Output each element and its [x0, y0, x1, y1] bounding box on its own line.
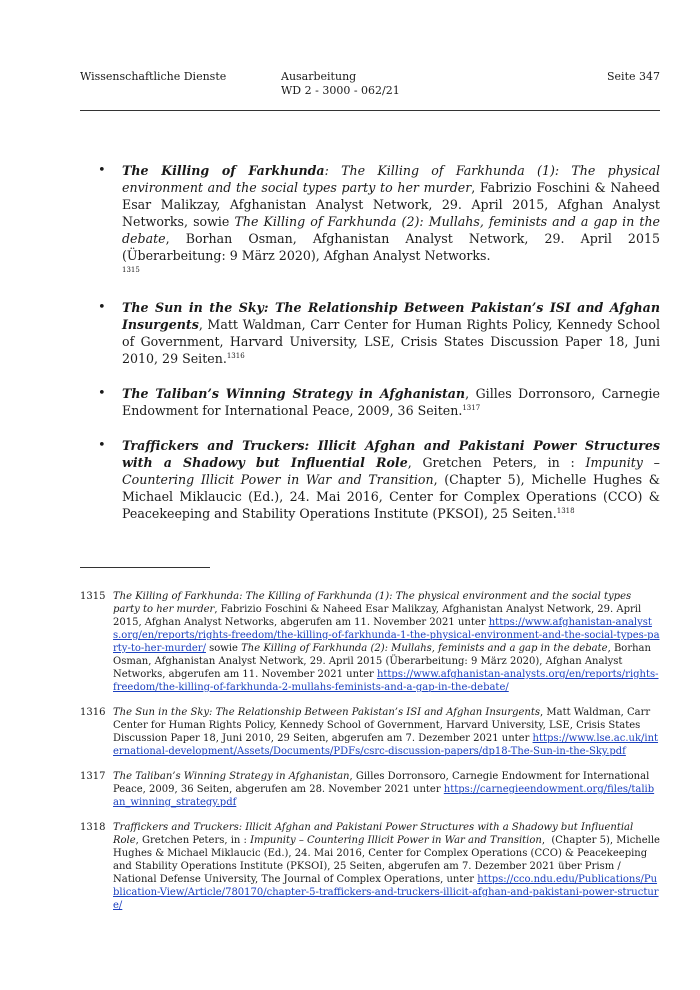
footnote-link[interactable]: https://www.afghanistan-analysts.org/en/reports/rights-freedom/the-killing-of-farkhunda-2-mullahs-feminists-and-a-gap-in-the-debate/ — [113, 669, 659, 693]
footnote-number: 1317 — [80, 771, 106, 782]
footnote-text: , Borhan Osman, Afghanistan Analyst Network, 29. April 2015 (Überarbeitung: 9 März 2020), Afghan Analyst Networks, abgerufen am 11. November 2021 unter — [113, 643, 651, 680]
footnote-link[interactable]: https://carnegieendowment.org/files/taliban_winning_strategy.pdf — [113, 784, 655, 808]
footnote — [80, 770, 660, 809]
header-divider — [80, 110, 660, 111]
header-institution: Wissenschaftliche Dienste — [80, 70, 227, 83]
footnote-ref[interactable]: 1318 — [556, 506, 575, 515]
item-title: The Taliban’s Winning Strategy in Afghanistan — [122, 386, 466, 401]
footnote-text: , Gretchen Peters, in : — [135, 835, 251, 846]
footnote-title: The Sun in the Sky: The Relationship Between Pakistan’s ISI and Afghan Insurgents — [113, 707, 541, 718]
item-text: , Matt Waldman, Carr Center for Human Rights Policy, Kennedy School of Government, Harvard University, LSE, Crisis States Discussion Paper 18, Juni 2010, 29 Seiten. — [122, 317, 660, 366]
footnote-number: 1315 — [80, 591, 106, 602]
bibliography-list — [95, 162, 660, 540]
header-doc-info — [281, 70, 400, 98]
item-title: The Sun in the Sky: The Relationship Between Pakistan’s ISI and Afghan Insurgents — [122, 300, 660, 332]
bullet-icon: • — [98, 386, 106, 401]
header-doc-type: Ausarbeitung — [281, 70, 357, 83]
footnote-number: 1318 — [80, 822, 106, 833]
footnote-ref[interactable]: 1316 — [226, 351, 245, 360]
footnote-text: , Matt Waldman, Carr Center for Human Rights Policy, Kennedy School of Government, Harvard University, LSE, Crisis States Discussion Paper 18, Juni 2010, 29 Seiten, abgerufen am 7. Dezember 2021 unter — [113, 707, 651, 744]
footnote-link[interactable]: https://www.lse.ac.uk/international-development/Assets/Documents/PDFs/csrc-discussion-papers/dp18-The-Sun-in-the-Sky.pdf — [113, 733, 659, 757]
bullet-icon: • — [98, 300, 106, 315]
item-text: , Fabrizio Foschini & Naheed Esar Malikzay, Afghanistan Analyst Network, 29. April 2015, Afghan Analyst Networks, sowie — [122, 180, 660, 229]
item-title: Traffickers and Truckers: Illicit Afghan and Pakistani Power Structures with a Shadowy but Influential Role — [122, 438, 660, 470]
list-item — [95, 299, 660, 367]
footnote — [80, 590, 660, 694]
footnote-divider — [80, 567, 210, 568]
footnote-text: sowie — [205, 643, 242, 654]
footnote-title: The Killing of Farkhunda (2): Mullahs, feminists and a gap in the debate — [241, 643, 608, 654]
footnote-number: 1316 — [80, 707, 106, 718]
footnote-ref[interactable]: 1315 — [122, 265, 140, 274]
footnote — [80, 706, 660, 758]
header-doc-number: WD 2 - 3000 - 062/21 — [281, 84, 400, 97]
item-subtitle: : The Killing of Farkhunda (1): The physical environment and the social types party to her murder — [122, 163, 660, 195]
item-title: The Killing of Farkhunda — [122, 163, 325, 178]
header-page-number: Seite 347 — [607, 70, 660, 83]
footnote-link[interactable]: https://cco.ndu.edu/Publications/Publication-View/Article/780170/chapter-5-traffickers-and-truckers-illicit-afghan-and-pakistani-power-structure/ — [113, 874, 659, 911]
page-header — [80, 70, 660, 110]
list-item — [95, 162, 660, 281]
item-text: , Gretchen Peters, in : — [407, 455, 586, 470]
item-text: , Borhan Osman, Afghanistan Analyst Network, 29. April 2015 (Überarbeitung: 9 März 2020), Afghan Analyst Networks. — [122, 231, 660, 263]
footnote-ref[interactable]: 1317 — [462, 403, 481, 412]
footnote-link[interactable]: https://www.afghanistan-analysts.org/en/reports/rights-freedom/the-killing-of-farkhunda-1-the-physical-environment-and-the-social-types-party-to-her-murder/ — [113, 617, 660, 654]
footnote-title: Traffickers and Truckers: Illicit Afghan and Pakistani Power Structures with a Shadowy but Influential Role — [113, 822, 634, 846]
bullet-icon: • — [98, 438, 106, 453]
item-text: , (Chapter 5), Michelle Hughes & Michael Miklaucic (Ed.), 24. Mai 2016, Center for Complex Operations (CCO) & Peacekeeping and Stability Operations Institute (PKSOI), 25 Seiten. — [122, 472, 661, 521]
footnote-text: , Gilles Dorronsoro, Carnegie Endowment for International Peace, 2009, 36 Seiten, abgerufen am 28. November 2021 unter — [113, 771, 650, 795]
footnote-title: The Taliban’s Winning Strategy in Afghanistan — [113, 771, 350, 782]
item-text: , Gilles Dorronsoro, Carnegie Endowment for International Peace, 2009, 36 Seiten. — [122, 386, 661, 418]
footnote-title: Impunity – Countering Illicit Power in War and Transition — [250, 835, 542, 846]
footnote-title: The Killing of Farkhunda: The Killing of Farkhunda (1): The physical environment and the social types party to her murder — [113, 591, 632, 615]
footnote — [80, 821, 664, 912]
bullet-icon: • — [98, 163, 106, 178]
item-subtitle: The Killing of Farkhunda (2): Mullahs, feminists and a gap in the debate — [122, 214, 661, 246]
footnotes — [80, 590, 664, 924]
footnote-text: , Fabrizio Foschini & Naheed Esar Malikzay, Afghanistan Analyst Network, 29. April 2015, Afghan Analyst Networks, abgerufen am 11. November 2021 unter — [113, 604, 642, 628]
item-subtitle: Impunity – Countering Illicit Power in War and Transition — [122, 455, 660, 487]
footnote-text: , (Chapter 5), Michelle Hughes & Michael Miklaucic (Ed.), 24. Mai 2016, Center for Complex Operations (CCO) & Peacekeeping and Stability Operations Institute (PKSOI), 25 Seiten, abgerufen am 7. Dezember 2021 über Prism / National Defense University, The Journal of Complex Operations, unter — [113, 835, 664, 885]
list-item — [95, 385, 660, 419]
list-item — [95, 437, 660, 522]
